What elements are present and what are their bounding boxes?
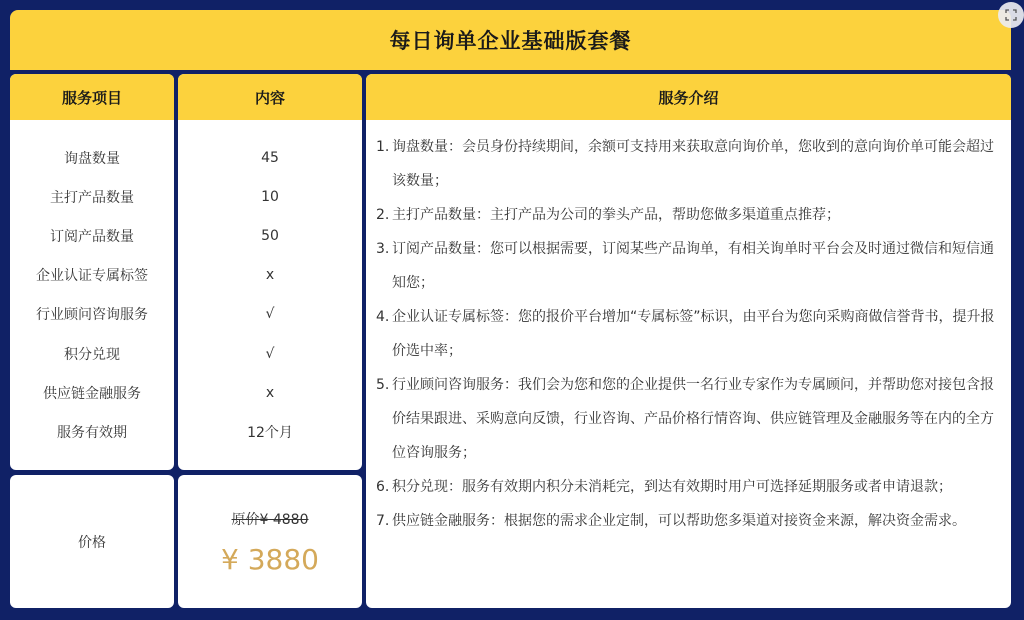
intro-list xyxy=(376,130,999,538)
service-intro-header: 服务介绍 xyxy=(366,74,1011,120)
service-item-label: 企业认证专属标签 xyxy=(36,268,148,285)
intro-text: 订阅产品数量：您可以根据需要，订阅某些产品询单，有相关询单时平台会及时通过微信和短信通知您； xyxy=(392,241,994,291)
service-item-label: 积分兑现 xyxy=(64,346,120,363)
intro-num: 4. xyxy=(376,309,390,325)
price-label: 价格 xyxy=(78,534,106,551)
intro-text: 企业认证专属标签：您的报价平台增加“专属标签”标识，由平台为您向采购商做信誉背书，提升报价选中率； xyxy=(392,309,995,359)
service-item-label: 服务有效期 xyxy=(57,424,127,441)
service-items-panel xyxy=(10,74,174,470)
intro-text: 询盘数量：会员身份持续期间，余额可支持用来获取意向询价单，您收到的意向询价单可能会超过该数量； xyxy=(392,139,994,189)
content-value: x xyxy=(265,384,275,401)
expand-icon[interactable] xyxy=(998,2,1024,28)
service-item-label: 主打产品数量 xyxy=(50,189,134,206)
intro-num: 5. xyxy=(376,377,390,393)
intro-item xyxy=(376,300,999,368)
intro-num: 1. xyxy=(376,139,390,155)
intro-num: 3. xyxy=(376,241,390,257)
content-value: x xyxy=(265,267,275,284)
current-price: ¥ 3880 xyxy=(221,543,319,576)
intro-item xyxy=(376,130,999,198)
package-title: 每日询单企业基础版套餐 xyxy=(10,10,1011,70)
intro-item xyxy=(376,470,999,504)
content-value: √ xyxy=(265,306,275,323)
content-value: 10 xyxy=(261,188,279,205)
content-value: 45 xyxy=(261,149,279,166)
content-header: 内容 xyxy=(178,74,362,120)
intro-item xyxy=(376,504,999,538)
intro-text: 主打产品数量：主打产品为公司的拳头产品，帮助您做多渠道重点推荐； xyxy=(392,207,840,223)
intro-text: 积分兑现：服务有效期内积分未消耗完，到达有效期时用户可选择延期服务或者申请退款； xyxy=(392,479,952,495)
service-item-label: 供应链金融服务 xyxy=(43,385,141,402)
price-panel xyxy=(178,475,362,608)
expand-icon-svg xyxy=(1005,9,1017,21)
intro-text: 行业顾问咨询服务：我们会为您和您的企业提供一名行业专家作为专属顾问，并帮助您对接包含报价结果跟进、采购意向反馈，行业咨询、产品价格行情咨询、供应链管理及金融服务等在内的全方位咨询服务； xyxy=(392,377,994,461)
service-item-label: 行业顾问咨询服务 xyxy=(36,307,148,324)
intro-item xyxy=(376,368,999,470)
service-item-label: 订阅产品数量 xyxy=(50,228,134,245)
intro-text: 供应链金融服务：根据您的需求企业定制，可以帮助您多渠道对接资金来源，解决资金需求。 xyxy=(392,513,966,529)
service-items-header: 服务项目 xyxy=(10,74,174,120)
content-value: √ xyxy=(265,345,275,362)
content-value: 12个月 xyxy=(247,424,293,441)
content-value: 50 xyxy=(261,227,279,244)
service-intro-panel xyxy=(366,74,1011,608)
intro-num: 2. xyxy=(376,207,390,223)
intro-num: 7. xyxy=(376,513,390,529)
intro-item xyxy=(376,198,999,232)
intro-num: 6. xyxy=(376,479,390,495)
original-price: 原价¥ 4880 xyxy=(231,512,309,528)
price-label-panel xyxy=(10,475,174,608)
service-item-label: 询盘数量 xyxy=(64,150,120,167)
content-panel xyxy=(178,74,362,470)
intro-item xyxy=(376,232,999,300)
